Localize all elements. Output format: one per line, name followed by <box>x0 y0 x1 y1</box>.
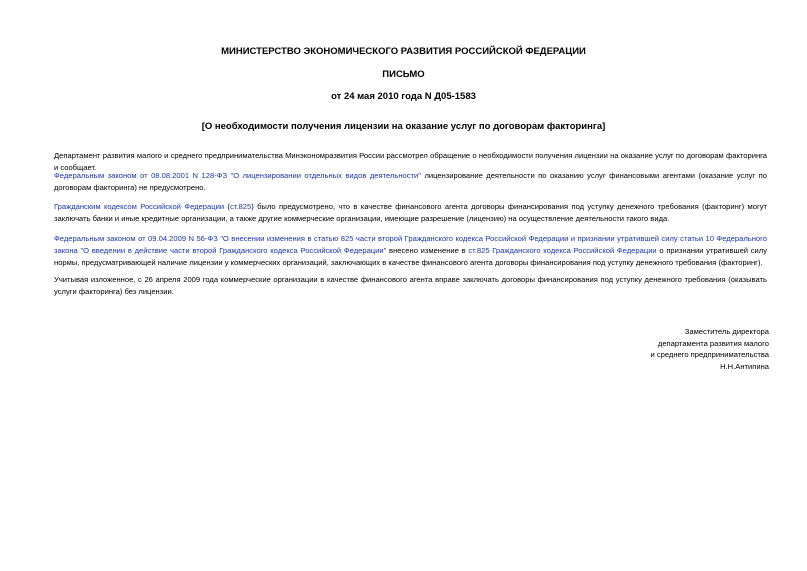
paragraph-5-text: Учитывая изложенное, с 26 апреля 2009 года коммерческие организации в качестве финансового агента вправе заключать договоры финансирования под уступку денежного требования (оказывать услуги факторинга) без лицензии. <box>54 275 767 296</box>
signature-line-2: департамента развития малого <box>657 338 769 348</box>
signature-block <box>650 326 769 372</box>
paragraph-2 <box>54 170 767 194</box>
paragraph-4 <box>54 233 767 269</box>
document-subject: [О необходимости получения лицензии на оказание услуг по договорам факторинга] <box>201 121 606 132</box>
signature-line-1: Заместитель директора <box>684 327 769 336</box>
document-type: ПИСЬМО <box>382 69 425 80</box>
paragraph-4-text-a: внесено изменение в <box>386 246 469 255</box>
paragraph-3 <box>54 201 767 225</box>
law-128-fz-link[interactable]: Федеральным законом от 08.08.2001 N 128-ФЗ "О лицензировании отдельных видов деятельности" <box>54 171 421 180</box>
article-825-civil-code-link[interactable]: ст.825 Гражданского кодекса Российской Федерации <box>468 246 657 255</box>
paragraph-4-text-b: о признании утратившей силу нормы, предусматривающей наличие лицензии у коммерческих организаций, заключающих в качестве финансового агента договоры финансирования под уступку денежного требования (факторинг). <box>54 246 768 267</box>
signature-line-3: и среднего предпринимательства <box>650 350 769 359</box>
signature-name: Н.Н.Антипина <box>720 361 769 371</box>
paragraph-3-text-a: ( <box>224 202 230 211</box>
article-825-link[interactable]: ст.825 <box>229 202 252 211</box>
document-date-number: от 24 мая 2010 года N Д05-1583 <box>331 91 476 102</box>
paragraph-2-text: лицензирование деятельности по оказанию услуг финансовыми агентами (оказание услуг по договорам факторинга) не предусмотрено. <box>54 171 768 192</box>
paragraph-5 <box>54 274 767 298</box>
law-56-fz-link[interactable]: Федеральным законом от 09.04.2009 N 56-ФЗ "О внесении изменения в статью 825 части второй Гражданского кодекса Российской Федерации и признании утратившей силу статьи 10 Федерального закона "О введении в действие части второй Гражданского кодекса Российской Федерации" <box>54 234 767 255</box>
paragraph-3-text-b: ) было предусмотрено, что в качестве финансового агента договоры финансирования под уступку денежного требования (факторинг) могут заключать банки и иные кредитные организации, а также другие коммерческие организации, имеющие разрешение (лицензию) на осуществление деятельности такого вида. <box>54 202 767 223</box>
paragraph-1-text: Департамент развития малого и среднего предпринимательства Минэкономразвития России рассмотрел обращение о необходимости получения лицензии на оказание услуг по договорам факторинга и сообщает. <box>54 151 767 172</box>
civil-code-link[interactable]: Гражданским кодексом Российской Федерации <box>54 202 225 211</box>
ministry-title: МИНИСТЕРСТВО ЭКОНОМИЧЕСКОГО РАЗВИТИЯ РОССИЙСКОЙ ФЕДЕРАЦИИ <box>221 46 586 57</box>
